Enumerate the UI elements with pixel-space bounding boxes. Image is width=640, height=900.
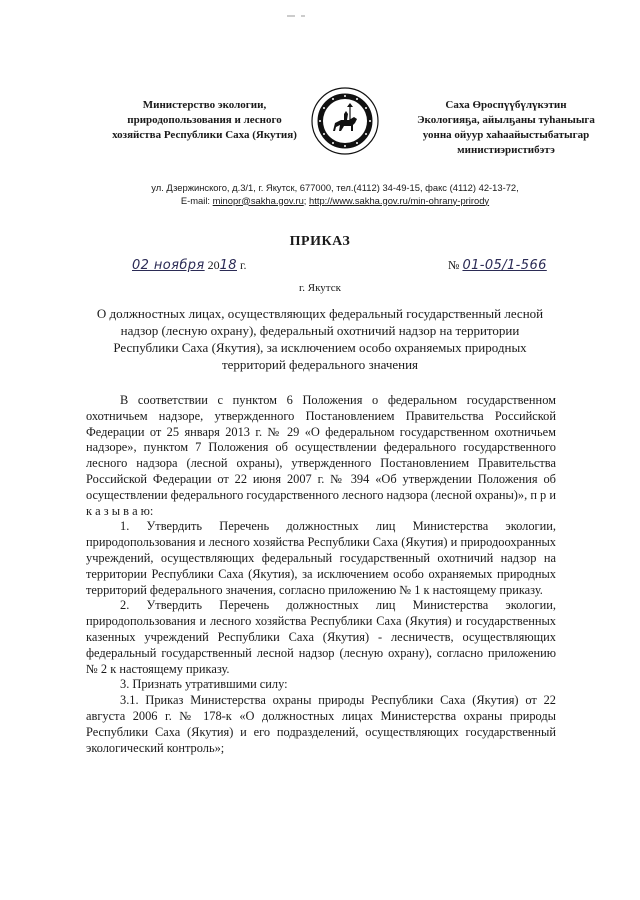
ministry-name-sakha-line: министиэристибэтэ: [457, 144, 555, 156]
year-suffix: г.: [236, 258, 247, 272]
email-link[interactable]: minopr@sakha.gov.ru: [212, 194, 304, 206]
handwritten-year: 18: [219, 258, 237, 273]
ministry-name-ru: [102, 98, 307, 143]
order-city: г. Якутск: [299, 282, 341, 294]
ministry-name-ru-line: Министерство экологии,: [142, 99, 267, 111]
order-number: [448, 258, 598, 273]
preamble-text: В соответствии с пунктом 6 Положения о федеральном государственном охотничьем надзоре, утвержденного Постановлением Правительства Российской Федерации от 25 января 2013 г. № 29 «О федеральном государственном охотничьем надзоре», пунктом 7 Положения об осуществлении федерального государственного лесного надзора (лесной охраны), утвержденного Постановлением Правительства Российской Федерации от 22 июня 2007 г. № 394 «Об утверждении Положения об осуществлении федерального государственного лесного надзора (лесной охраны)»,: [86, 393, 556, 502]
document-title: ПРИКАЗ: [289, 234, 351, 249]
ministry-name-sakha-line: уонна ойуур хаһаайыстыбатыгар: [422, 129, 590, 141]
item-3-1-paragraph: 3.1. Приказ Министерства охраны природы Республики Саха (Якутия) от 22 августа 2006 г. № 178-к «О должностных лицах Министерства охраны природы Республики Саха (Якутия) и его подразделений, осуществляющих государственный экологический контроль»;: [86, 693, 556, 755]
address-line: ул. Дзержинского, д.3/1, г. Якутск, 677000, тел.(4112) 34-49-15, факс (4112) 42-13-72,: [151, 182, 519, 193]
contact-line: [120, 195, 550, 208]
item-2-paragraph: 2. Утвердить Перечень должностных лиц Министерства экологии, природопользования и лесного хозяйства Республики Саха (Якутия) и государственных казенных учреждений Республики Саха (Якутия) - лесничеств, осуществляющих федеральный государственный лесной надзор (лесную охрану), согласно приложению № 2 к настоящему приказу.: [86, 598, 556, 676]
handwritten-date: 02 ноября: [132, 258, 205, 273]
ministry-name-ru-line: природопользования и лесного: [127, 114, 282, 126]
year-prefix: 20: [207, 258, 220, 272]
order-date: [132, 258, 272, 273]
preamble-paragraph: [86, 393, 556, 519]
item-1-paragraph: 1. Утвердить Перечень должностных лиц Министерства экологии, природопользования и лесного хозяйства Республики Саха (Якутия) и природоохранных учреждений, осуществляющих федеральный государственный охотничий надзор на территории Республики Саха (Якутия), за исключением особо охраняемых природных территорий федерального значения, согласно приложению № 1 к настоящему приказу.: [86, 519, 556, 597]
item-3-paragraph: 3. Признать утратившими силу:: [120, 677, 288, 692]
order-body: [86, 393, 556, 756]
order-word: п р и к а з ы в а ю:: [86, 487, 556, 518]
republic-emblem-icon: [311, 87, 379, 155]
ministry-address: [120, 182, 550, 207]
order-subject: О должностных лицах, осуществляющих федеральный государственный лесной надзор (лесную охрану), федеральный охотничий надзор на территории Республики Саха (Якутия), за исключением особо охраняемых природных территорий федерального значения: [96, 306, 544, 372]
handwritten-number: 01-05/1-566: [462, 258, 547, 273]
email-label: E-mail:: [180, 194, 213, 206]
scan-artifact: [287, 4, 317, 6]
website-link[interactable]: http://www.sakha.gov.ru/min-ohrany-prirody: [309, 194, 490, 206]
ministry-name-sakha-line: Экологияҕа, айылҕаны туһаныыга: [417, 114, 595, 126]
ministry-name-ru-line: хозяйства Республики Саха (Якутия): [112, 129, 297, 141]
contact-separator: ;: [303, 194, 310, 206]
number-prefix: №: [448, 258, 463, 272]
ministry-name-sakha-line: Саха Өроспүүбүлүкэтин: [445, 99, 567, 111]
ministry-name-sakha: [392, 98, 620, 158]
